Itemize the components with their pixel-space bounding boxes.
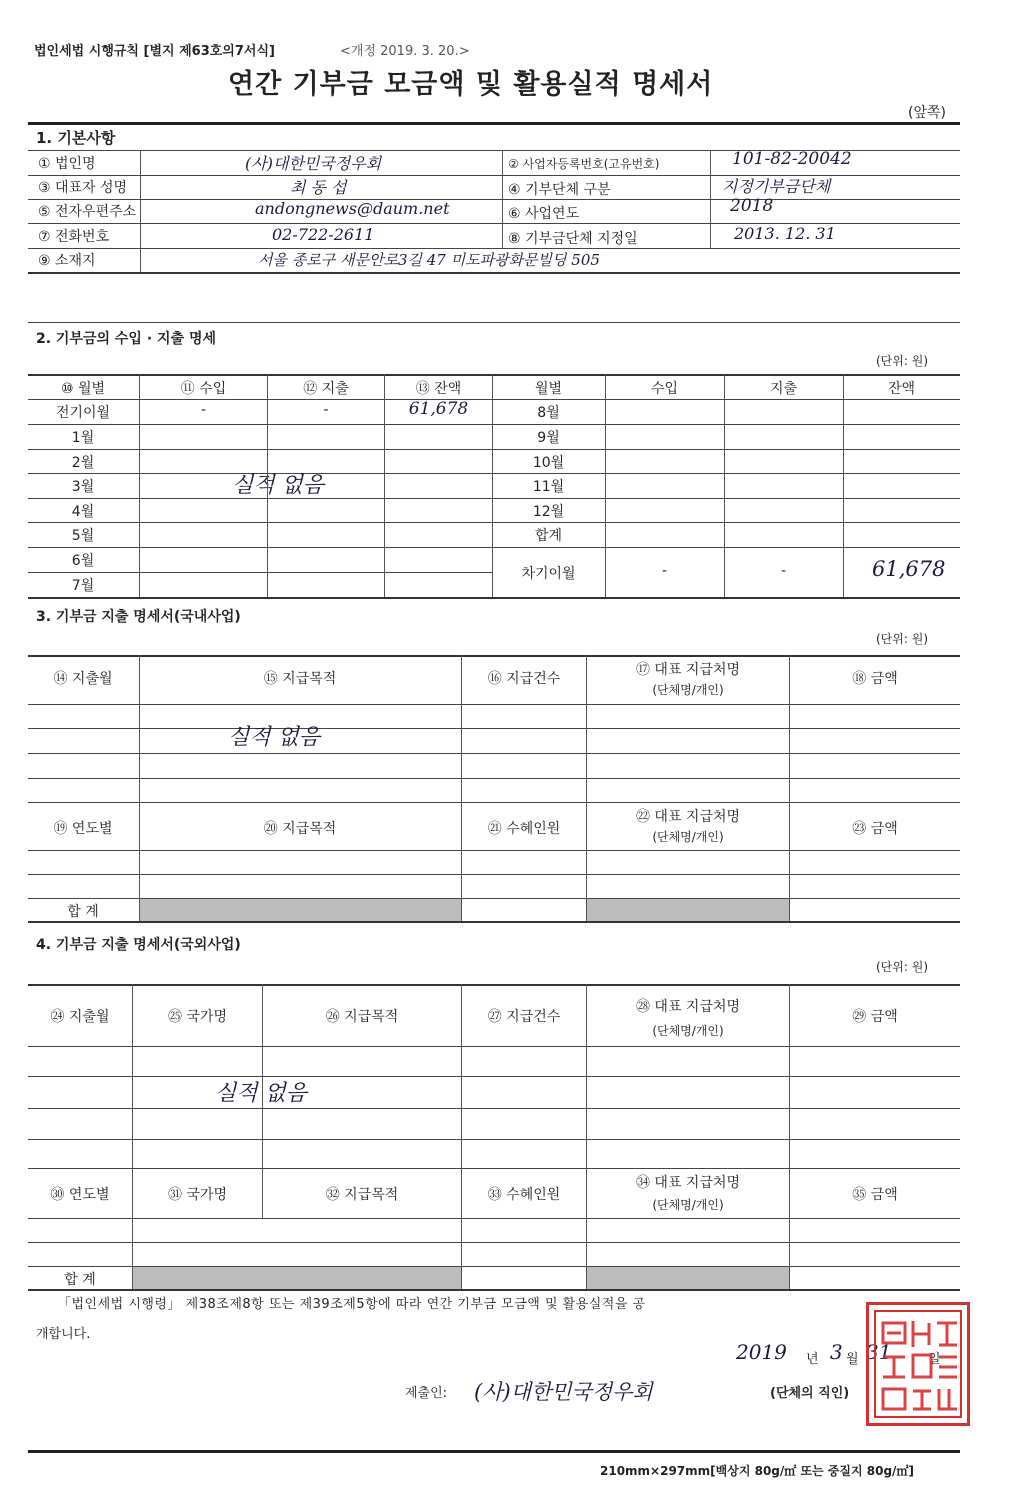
s2-month-7: 7월: [71, 578, 95, 594]
seal-label: (단체의 직인): [770, 1386, 850, 1401]
value-rep-name: 최 동 섭: [290, 178, 347, 197]
s2-no-record-note: 실적 없음: [232, 473, 325, 498]
label-email: ⑤ 전자우편주소: [38, 204, 137, 220]
s3-header-beneficiaries: ㉑ 수혜인원: [487, 821, 561, 837]
s2-month-2: 2월: [71, 455, 95, 471]
label-corp-name: ① 법인명: [38, 156, 96, 172]
s2-header-balance: ⑬ 잔액: [415, 381, 462, 397]
s2-month-6: 6월: [71, 553, 95, 569]
label-address: ⑨ 소재지: [38, 253, 96, 269]
label-designation-date: ⑧ 기부금단체 지정일: [508, 231, 638, 247]
s4-header-country-b: ㉛ 국가명: [167, 1187, 228, 1203]
label-biz-year: ⑥ 사업연도: [508, 206, 580, 222]
s4-header-beneficiaries: ㉝ 수혜인원: [487, 1187, 561, 1203]
s3-header-recipient: ⑰ 대표 지급처명: [635, 662, 741, 678]
s4-total-shade-purpose: [133, 1267, 461, 1289]
section3-heading: 3. 기부금 지출 명세서(국내사업): [36, 609, 241, 625]
s2-prev-income: -: [200, 402, 207, 418]
date-year-unit: 년: [806, 1352, 819, 1367]
s4-header-recipient-sub: (단체명/개인): [652, 1024, 724, 1038]
submitter-name: (사)대한민국정우회: [474, 1380, 653, 1404]
s4-header-purpose-b: ㉜ 지급목적: [325, 1187, 399, 1203]
s4-header-amount-b: ㉟ 금액: [852, 1187, 898, 1203]
paper-spec: 210mm×297mm[백상지 80g/㎡ 또는 중질지 80g/㎡]: [600, 1464, 914, 1478]
s2-month-12: 12월: [532, 504, 565, 520]
s4-header-month: ㉔ 지출월: [50, 1009, 110, 1025]
s3-no-record-note: 실적 없음: [228, 725, 321, 750]
section2-heading: 2. 기부금의 수입 · 지출 명세: [36, 331, 216, 347]
s3-header-count: ⑯ 지급건수: [487, 671, 561, 687]
bottom-border: [28, 1450, 960, 1453]
s2-header-month: ⑩ 월별: [60, 381, 106, 397]
s2-month-9: 9월: [537, 430, 560, 446]
s3-header-recipient-sub: (단체명/개인): [652, 683, 724, 697]
label-org-type: ④ 기부단체 구분: [508, 182, 611, 198]
value-business-no: 101-82-20042: [732, 149, 852, 169]
value-designation-date: 2013. 12. 31: [734, 224, 836, 243]
value-email: andongnews@daum.net: [255, 199, 450, 218]
section4-unit: (단위: 원): [876, 960, 928, 974]
s2-header-expense: ⑫ 지출: [303, 381, 349, 397]
s2-header-month-right: 월별: [534, 381, 563, 397]
s2-prev-balance: 61,678: [408, 399, 469, 419]
s2-month-1: 1월: [71, 430, 95, 446]
s3-header-recipient-b-sub: (단체명/개인): [652, 830, 724, 844]
revision-date: <개정 2019. 3. 20.>: [340, 44, 470, 59]
s2-header-income-right: 수입: [650, 381, 679, 397]
s4-header-purpose: ㉖ 지급목적: [325, 1009, 399, 1025]
s4-header-recipient: ㉘ 대표 지급처명: [635, 999, 741, 1015]
value-address: 서울 종로구 새문안로3길 47 미도파광화문빌딩 505: [258, 251, 600, 269]
s3-header-amount: ⑱ 금액: [852, 671, 898, 687]
page-side-label: (앞쪽): [908, 105, 946, 121]
s3-header-purpose: ⑮ 지급목적: [263, 671, 337, 687]
s4-header-recipient-b: ㉞ 대표 지급처명: [635, 1175, 741, 1191]
date-month: 3: [830, 1340, 843, 1364]
s2-next-balance: 61,678: [872, 557, 946, 581]
s2-month-8: 8월: [537, 405, 560, 421]
s2-prev-expense: -: [323, 402, 329, 418]
s2-month-prev: 전기이월: [55, 405, 111, 421]
s4-header-amount: ㉙ 금액: [852, 1009, 898, 1025]
label-phone: ⑦ 전화번호: [38, 229, 110, 245]
organization-seal: [866, 1302, 970, 1426]
section3-unit: (단위: 원): [876, 632, 928, 646]
s2-next-expense: -: [780, 563, 787, 579]
s2-month-11: 11월: [532, 479, 565, 495]
label-business-no: ② 사업자등록번호(고유번호): [508, 157, 660, 171]
s3-total-label: 합 계: [67, 904, 99, 920]
date-day-unit: 일: [928, 1352, 941, 1367]
s3-header-recipient-b: ㉒ 대표 지급처명: [635, 809, 741, 825]
submitter-label: 제출인:: [405, 1386, 448, 1401]
label-rep-name: ③ 대표자 성명: [38, 180, 128, 196]
statement-line1: 「법인세법 시행령」 제38조제8항 또는 제39조제5항에 따라 연간 기부금 모금액 및 활용실적을 공: [58, 1297, 646, 1312]
s3-total-shade-purpose: [140, 899, 461, 921]
date-day: 31: [866, 1340, 892, 1364]
s2-month-3: 3월: [71, 479, 95, 495]
s3-header-amount-b: ㉓ 금액: [852, 821, 898, 837]
s4-total-label: 합 계: [64, 1272, 96, 1288]
s2-header-expense-right: 지출: [769, 381, 798, 397]
value-phone: 02-722-2611: [272, 225, 375, 244]
s4-header-recipient-b-sub: (단체명/개인): [652, 1198, 724, 1212]
s2-header-balance-right: 잔액: [887, 381, 916, 397]
s2-next-income: -: [661, 563, 668, 579]
s2-next-label: 차기이월: [521, 566, 576, 582]
s4-no-record-note: 실적 없음: [215, 1081, 308, 1106]
seal-glyph-pattern: [869, 1305, 967, 1423]
form-reference: 법인세법 시행규칙 [별지 제63호의7서식]: [34, 44, 275, 59]
section4-heading: 4. 기부금 지출 명세서(국외사업): [36, 937, 241, 953]
s4-header-country: ㉕ 국가명: [167, 1009, 228, 1025]
s4-total-shade-recipient: [587, 1267, 789, 1289]
value-biz-year: 2018: [730, 196, 774, 216]
top-border: [28, 122, 960, 125]
s3-total-shade-recipient: [587, 899, 789, 921]
s2-total-label: 합계: [534, 528, 563, 544]
s4-header-count: ㉗ 지급건수: [487, 1009, 561, 1025]
date-month-unit: 월: [846, 1352, 859, 1367]
s2-month-5: 5월: [71, 528, 95, 544]
value-org-type: 지정기부금단체: [722, 177, 831, 196]
statement-line2: 개합니다.: [36, 1327, 91, 1342]
page-title: 연간 기부금 모금액 및 활용실적 명세서: [228, 69, 714, 100]
value-corp-name: (사)대한민국정우회: [245, 154, 382, 173]
s3-header-year: ⑲ 연도별: [53, 821, 113, 837]
s2-header-income: ⑪ 수입: [180, 381, 227, 397]
s4-header-year: ㉚ 연도별: [50, 1187, 110, 1203]
date-year: 2019: [736, 1340, 787, 1364]
section2-unit: (단위: 원): [876, 354, 928, 368]
s3-header-month: ⑭ 지출월: [53, 671, 113, 687]
s2-month-4: 4월: [71, 504, 95, 520]
s2-month-10: 10월: [532, 455, 565, 471]
s3-header-purpose-b: ⑳ 지급목적: [263, 821, 337, 837]
section1-heading: 1. 기본사항: [36, 129, 116, 147]
